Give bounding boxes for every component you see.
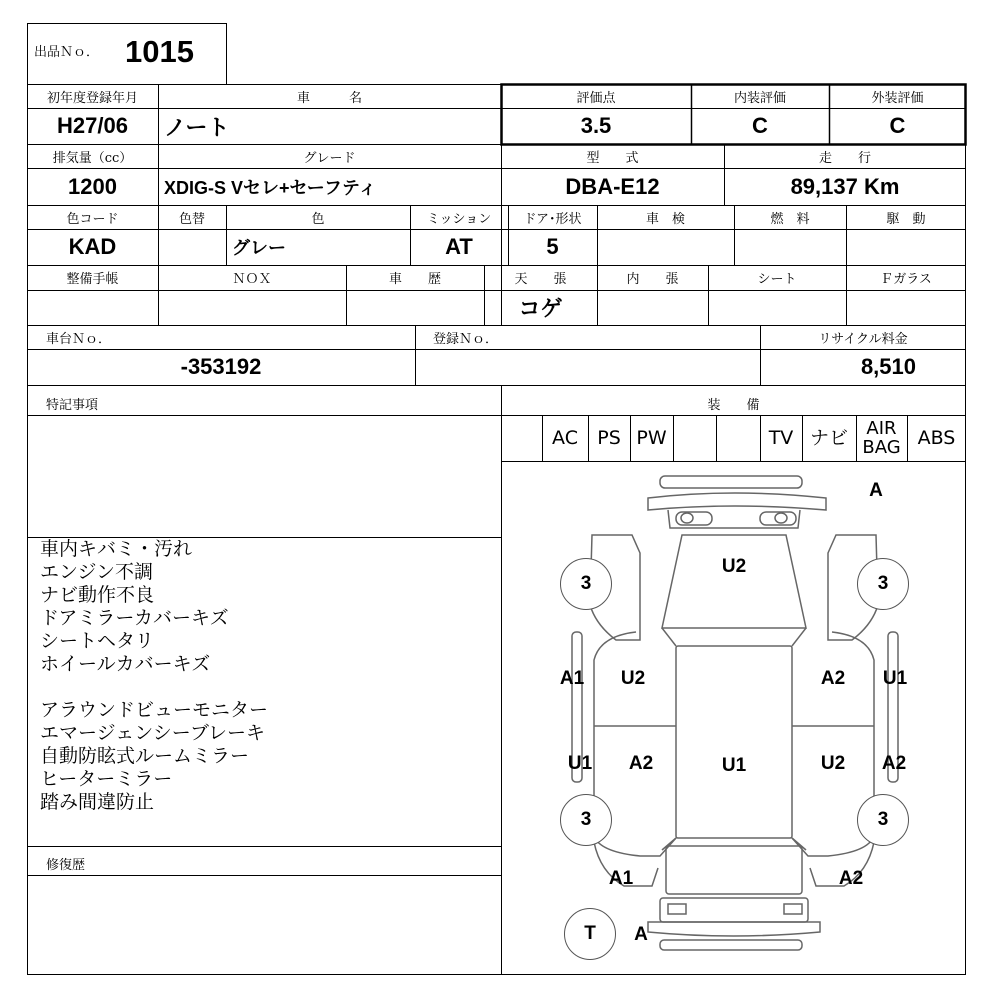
remark-line: ドアミラーカバーキズ: [40, 607, 229, 629]
lot-label: 出品Ｎｏ．: [34, 44, 100, 60]
tire-rear-left: 3: [560, 794, 612, 846]
score-value: 3.5: [580, 113, 612, 138]
door-header: ドア･形状: [523, 211, 582, 227]
mileage-header: 走 行: [818, 150, 871, 166]
model-value: DBA-E12: [565, 173, 660, 199]
damage-label-left-rear-fender: A1: [608, 868, 634, 889]
maintenance-header: 整備手帳: [66, 272, 119, 287]
door-value: 5: [546, 234, 559, 259]
damage-label-right-rocker: A2: [881, 753, 907, 774]
mission-header: ミッション: [426, 211, 492, 227]
model-header: 型 式: [586, 150, 639, 166]
remark-line: 自動防眩式ルームミラー: [40, 745, 250, 767]
fuel-header: 燃 料: [770, 211, 810, 227]
color-value: グレー: [232, 238, 286, 258]
mission-value: AT: [445, 234, 473, 259]
inspection-header: 車 検: [645, 211, 685, 227]
damage-label-right-pillar: U1: [882, 668, 908, 689]
equipment-item-airbag: AIR BAG: [862, 418, 901, 458]
repair-header: 修復歴: [46, 857, 86, 873]
first-reg-value: H27/06: [57, 113, 128, 138]
mileage-value: 89,137 Km: [790, 173, 900, 199]
car-name-header: 車 名: [296, 90, 362, 106]
recycle-header: リサイクル料金: [818, 331, 908, 347]
ceiling-header: 天 張: [514, 272, 567, 287]
registration-header: 登録Ｎｏ．: [433, 331, 499, 347]
grade-header: グレード: [303, 150, 356, 166]
nox-header: ＮＯＸ: [232, 272, 272, 287]
chassis-header: 車台Ｎｏ．: [46, 331, 112, 347]
equipment-item: ABS: [917, 426, 956, 449]
exterior-value: C: [889, 113, 906, 138]
score-header: 評価点: [576, 90, 616, 106]
chassis-value: -353192: [180, 354, 262, 379]
damage-label-left-pillar: A1: [559, 668, 585, 689]
drive-header: 駆 動: [886, 211, 926, 227]
tire-front-left: 3: [560, 558, 612, 610]
damage-label-left-front-door: U2: [620, 668, 646, 689]
damage-label-left-rear-door: A2: [628, 753, 654, 774]
equipment-header: 装 備: [707, 397, 760, 413]
damage-label-right-rear-fender: A2: [838, 868, 864, 889]
tire-spare: T: [564, 908, 616, 960]
damage-label-left-rocker: U1: [567, 753, 593, 774]
equipment-item: PS: [597, 426, 621, 449]
remark-line: シートヘタリ: [40, 630, 155, 652]
remark-line: 車内キバミ・汚れ: [40, 538, 193, 560]
seat-header: シート: [757, 272, 797, 287]
color-code-header: 色コード: [66, 211, 119, 227]
remark-line: ヒーターミラー: [40, 768, 173, 790]
damage-label-roof: U1: [721, 755, 747, 776]
interior-value: C: [752, 113, 768, 138]
grade-value: XDIG-S Vセレ+セーフティ: [164, 177, 377, 198]
interior-header: 内装評価: [733, 90, 786, 106]
recycle-value: 8,510: [860, 354, 916, 379]
damage-label-front-bumper: A: [869, 480, 883, 501]
first-reg-header: 初年度登録年月: [46, 90, 138, 106]
damage-label-hood: U2: [721, 556, 747, 577]
interior-trim-header: 内 張: [626, 272, 679, 287]
equipment-item: TV: [768, 426, 794, 449]
color-header: 色: [311, 211, 325, 227]
remark-line: 踏み間違防止: [40, 791, 155, 813]
color-code-value: KAD: [68, 234, 117, 259]
equipment-item: ナビ: [809, 426, 848, 449]
color-change-header: 色替: [178, 211, 205, 227]
displacement-header: 排気量（cc）: [52, 150, 133, 166]
damage-label-right-rear-door: U2: [820, 753, 846, 774]
exterior-header: 外装評価: [871, 90, 924, 106]
lot-number: 1015: [125, 34, 194, 69]
remarks-header: 特記事項: [46, 397, 99, 413]
ceiling-value: コゲ: [518, 296, 563, 321]
equipment-item: AC: [552, 426, 578, 449]
remark-line: エマージェンシーブレーキ: [40, 722, 266, 744]
tire-rear-right: 3: [857, 794, 909, 846]
tire-front-right: 3: [857, 558, 909, 610]
remark-line: ナビ動作不良: [40, 584, 155, 606]
equipment-item: PW: [636, 426, 667, 449]
displacement-value: 1200: [68, 173, 117, 199]
damage-label-rear-bumper: A: [634, 924, 648, 945]
remark-line: アラウンドビューモニター: [40, 699, 269, 721]
history-header: 車 歴: [388, 272, 441, 287]
remark-line: エンジン不調: [40, 561, 154, 583]
damage-label-right-front-door: A2: [820, 668, 846, 689]
car-name-value: ノート: [164, 114, 230, 140]
f-glass-header: Ｆガラス: [880, 272, 932, 287]
remark-line: ホイールカバーキズ: [40, 653, 211, 675]
